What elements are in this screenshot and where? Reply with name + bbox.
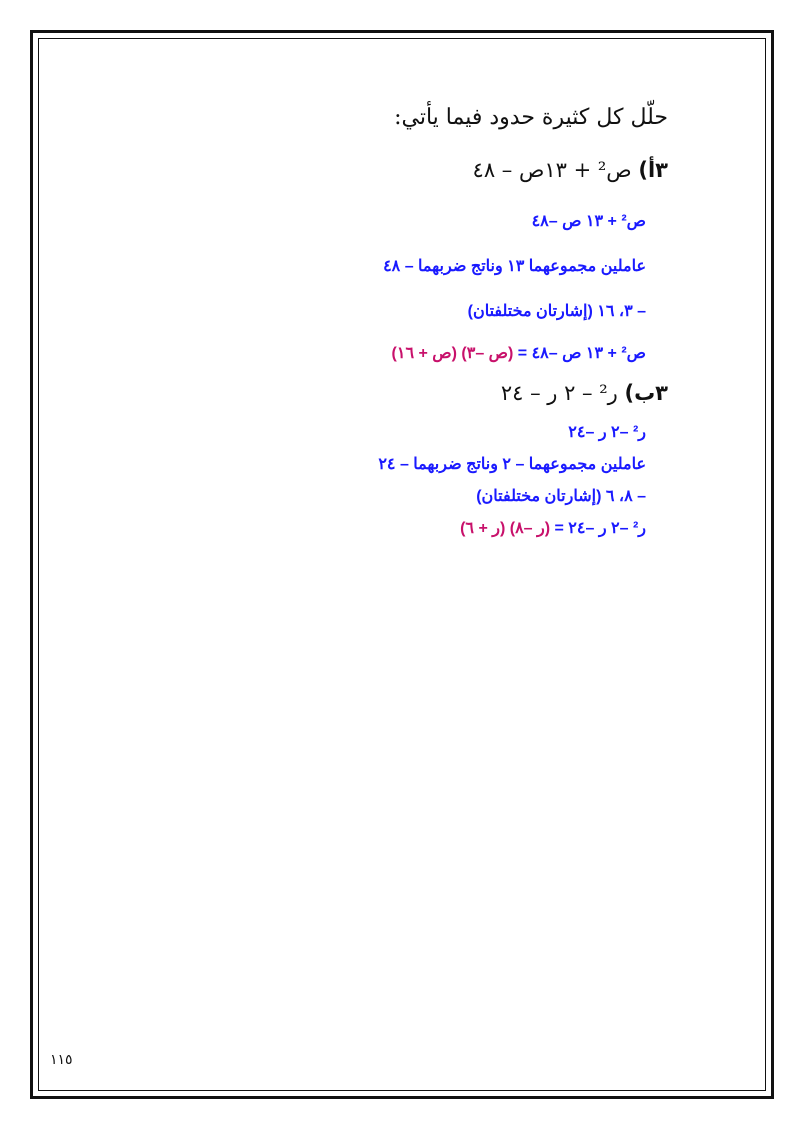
problem-b-expression: ر² – ٢ ر – ٢٤ — [500, 381, 618, 405]
problem-a-step-2: عاملين مجموعهما ١٣ وناتج ضربهما – ٤٨ — [383, 258, 646, 275]
problem-a-step-1: ص² + ١٣ ص –٤٨ — [531, 213, 646, 230]
problem-b-answer — [460, 518, 646, 538]
page-border — [30, 30, 774, 1099]
problem-a-answer — [392, 343, 646, 363]
problem-a-label: ٣أ) — [638, 158, 668, 182]
problem-b — [501, 381, 668, 405]
problem-a-answer-factors: (ص –٣) (ص + ١٦) — [391, 345, 514, 362]
problem-b-answer-lhs: ر² –٢ ر –٢٤ = — [550, 520, 646, 537]
problem-a-expression: ص² + ١٣ص – ٤٨ — [472, 158, 632, 182]
page-number: ١١٥ — [50, 1052, 73, 1068]
problem-b-step-3: – ٨، ٦ (إشارتان مختلفتان) — [476, 488, 646, 505]
exercise-heading: حلّل كل كثيرة حدود فيما يأتي: — [394, 105, 668, 130]
problem-b-step-2: عاملين مجموعهما – ٢ وناتج ضربهما – ٢٤ — [378, 456, 646, 473]
problem-b-answer-factors: (ر –٨) (ر + ٦) — [460, 520, 551, 537]
page-inner-border — [38, 38, 766, 1091]
problem-b-step-1: ر² –٢ ر –٢٤ — [568, 424, 646, 441]
problem-a-answer-lhs: ص² + ١٣ ص –٤٨ = — [513, 345, 646, 362]
problem-a — [473, 158, 668, 182]
problem-a-step-3: – ٣، ١٦ (إشارتان مختلفتان) — [467, 303, 646, 320]
problem-b-label: ٣ب) — [624, 381, 668, 405]
